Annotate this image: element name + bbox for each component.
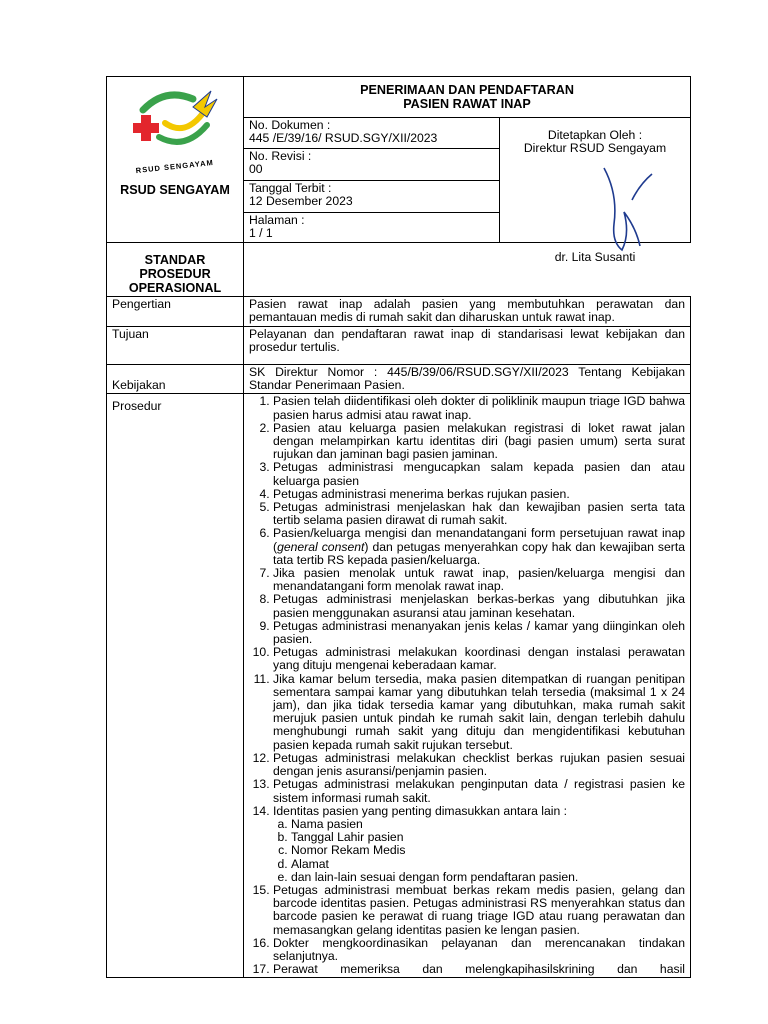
sop-table: [106, 76, 691, 978]
step-3: 3. Petugas administrasi mengucapkan salam kepada pasien dan atau keluarga pasien: [273, 461, 685, 487]
step-6: 6. Pasien/keluarga mengisi dan menandatangani form persetujuan rawat inap (general consent) dan petugas menyerahkan copy hak dan kewajiban serta tata tertib RS kepada pasien/keluarga.: [273, 527, 685, 567]
document-title: PENERIMAAN DAN PENDAFTARAN PASIEN RAWAT INAP: [244, 77, 691, 118]
page-number: Halaman : 1 / 1: [244, 213, 500, 243]
signature-icon: [596, 164, 656, 254]
step-15: 15. Petugas administrasi membuat berkas rekam medis pasien, gelang dan barcode identitas pasien. Petugas administrasi RS menyerahkan status dan barcode pasien ke perawat di ruang triage IGD atau ruang perawatan dan memasangkan gelang identitas pasien ke lengan pasien.: [273, 884, 685, 937]
step-1: 1. Pasien telah diidentifikasi oleh dokter di poliklinik maupun triage IGD bahwa pasien harus admisi atau rawat inap.: [273, 395, 685, 421]
logo-cell: [107, 77, 244, 243]
step-7: 7. Jika pasien menolak untuk rawat inap, pasien/keluarga mengisi dan menandatangani form menolak rawat inap.: [273, 567, 685, 593]
step-16: 16. Dokter mengkoordinasikan pelayanan dan merencanakan tindakan selanjutnya.: [273, 937, 685, 963]
hospital-name: RSUD SENGAYAM: [120, 183, 230, 197]
purpose-text: Pelayanan dan pendaftaran rawat inap di standarisasi lewat kebijakan dan prosedur tertulis.: [244, 327, 691, 365]
approval-cell: [500, 118, 691, 264]
svg-text:RSUD SENGAYAM: RSUD SENGAYAM: [135, 157, 215, 176]
procedure-list: [249, 395, 685, 976]
step-12: 12. Petugas administrasi melakukan checklist berkas rujukan pasien sesuai dengan jenis asuransi/penjamin pasien.: [273, 752, 685, 778]
approved-name: dr. Lita Susanti: [554, 250, 636, 264]
step-4: 4. Petugas administrasi menerima berkas rujukan pasien.: [273, 488, 685, 501]
step-10: 10. Petugas administrasi melakukan koordinasi dengan instalasi perawatan yang dituju mengenai keberadaan kamar.: [273, 646, 685, 672]
policy-label: Kebijakan: [107, 365, 244, 394]
step-9: 9. Petugas administrasi menanyakan jenis kelas / kamar yang diinginkan oleh pasien.: [273, 620, 685, 646]
step-5: 5. Petugas administrasi menjelaskan hak dan kewajiban pasien serta tata tertib selama pasien dirawat di rumah sakit.: [273, 501, 685, 527]
sub-item: e. dan lain-lain sesuai dengan form pendaftaran pasien.: [291, 871, 685, 884]
revision-number: No. Revisi : 00: [244, 149, 500, 181]
approved-label: Ditetapkan Oleh :: [547, 128, 643, 142]
sub-item: d. Alamat: [291, 858, 685, 871]
sub-item: b. Tanggal Lahir pasien: [291, 831, 685, 844]
sop-label: STANDAR PROSEDUR OPERASIONAL: [107, 243, 244, 297]
step-13: 13. Petugas administrasi melakukan penginputan data / registrasi pasien ke sistem informasi rumah sakit.: [273, 778, 685, 804]
procedure-label: Prosedur: [107, 394, 244, 978]
step-11: 11. Jika kamar belum tersedia, maka pasien ditempatkan di ruangan penitipan sementara sampai kamar yang dibutuhkan telah tersedia (maksimal 1 x 24 jam), dan jika tidak tersedia kamar yang dibutuhkan, maka rumah sakit merujuk pasien untuk pindah ke rumah sakit lain, dengan terlebih dahulu menghubungi rumah sakit yang dituju dan mengidentifikasi kebutuhan pasien kepada rumah sakit rujukan tersebut.: [273, 673, 685, 752]
rsud-sengayam-logo-icon: [107, 77, 243, 181]
issue-date: Tanggal Terbit : 12 Desember 2023: [244, 181, 500, 213]
definition-text: Pasien rawat inap adalah pasien yang membutuhkan perawatan dan pemantauan medis di rumah sakit dan diharuskan untuk rawat inap.: [244, 297, 691, 327]
identity-sublist: [273, 818, 685, 884]
approved-title: Direktur RSUD Sengayam: [523, 141, 667, 156]
sub-item: a. Nama pasien: [291, 818, 685, 831]
procedure-steps: [244, 394, 691, 978]
definition-label: Pengertian: [107, 297, 244, 327]
document-number: No. Dokumen : 445 /E/39/16/ RSUD.SGY/XII/2023: [244, 118, 500, 149]
step-17: 17. Perawat memeriksa dan melengkapihasilskrining dan hasil: [273, 963, 685, 976]
step-2: 2. Pasien atau keluarga pasien melakukan registrasi di loket rawat jalan dengan melampirkan kartu identitas diri (bagi pasien umum) serta surat rujukan dan jaminan bagi pasien jaminan.: [273, 422, 685, 462]
policy-text: SK Direktur Nomor : 445/B/39/06/RSUD.SGY/XII/2023 Tentang Kebijakan Standar Penerimaan Pasien.: [244, 365, 691, 394]
sub-item: c. Nomor Rekam Medis: [291, 844, 685, 857]
step-14: 14. Identitas pasien yang penting dimasukkan antara lain : a. Nama pasien b. Tanggal Lahir pasien c. Nomor Rekam Medis d. Alamat e. dan lain-lain sesuai dengan form pendaftaran pasien.: [273, 805, 685, 884]
purpose-label: Tujuan: [107, 327, 244, 365]
step-8: 8. Petugas administrasi menjelaskan berkas-berkas yang dibutuhkan jika pasien menggunakan asuransi atau jaminan kesehatan.: [273, 593, 685, 619]
